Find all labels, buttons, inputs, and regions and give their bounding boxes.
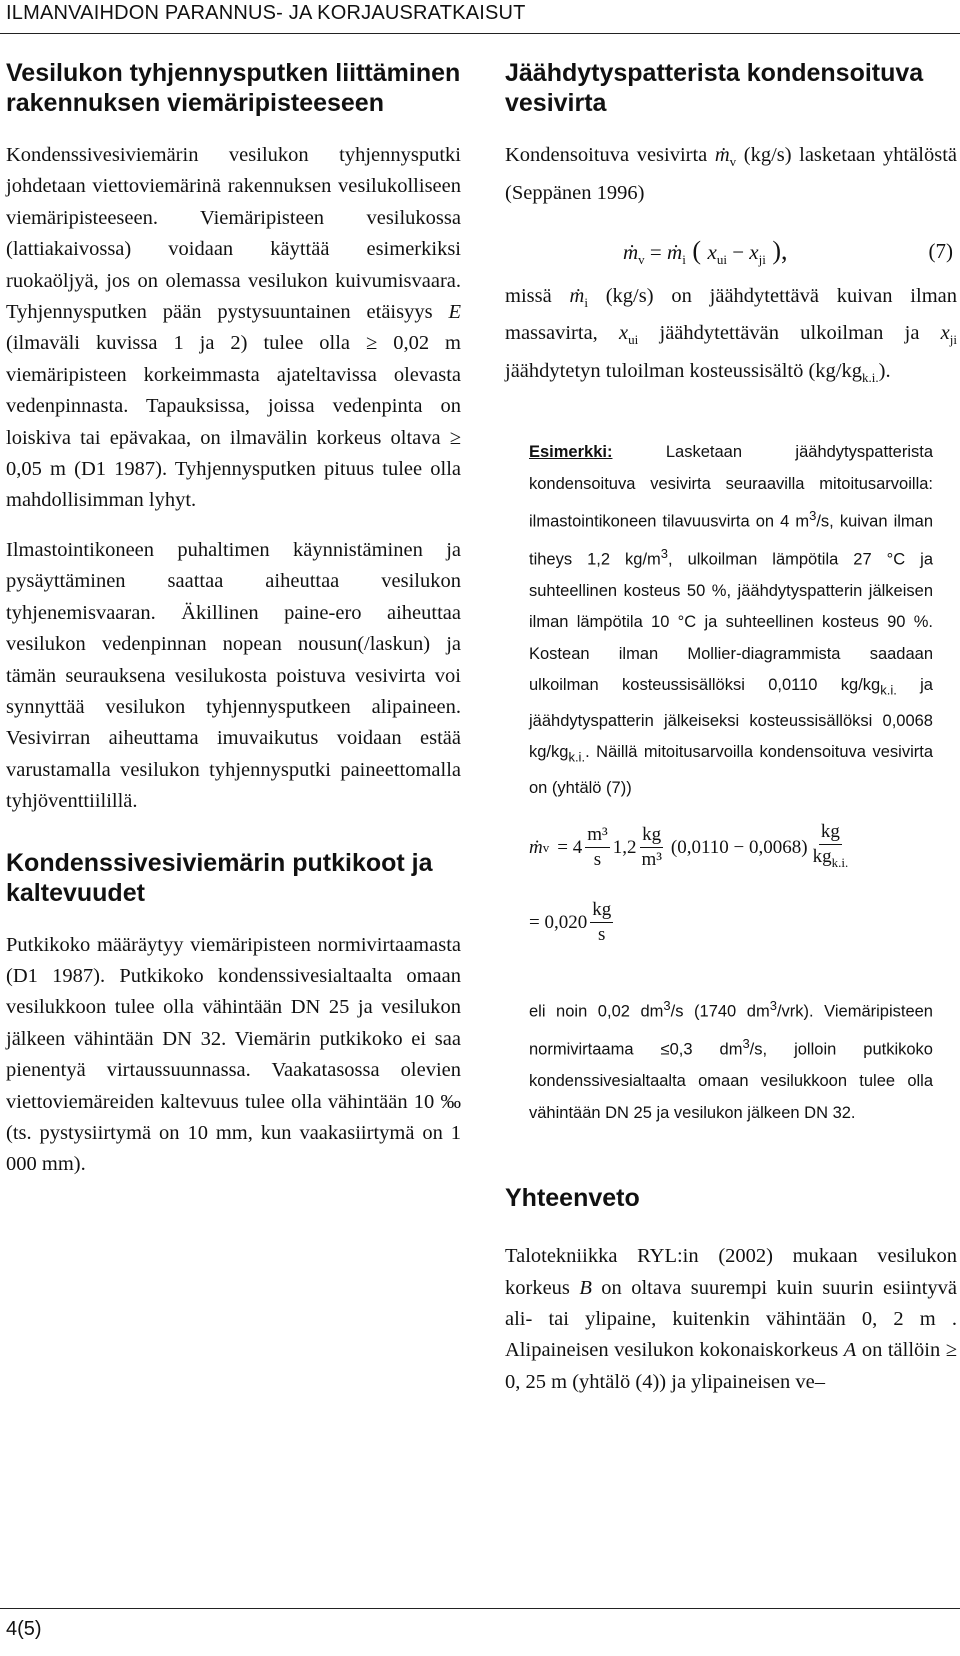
paragraph-summary: Talotekniikka RYL:in (2002) mukaan vesilukon korkeus B on oltava suurempi kuin suurin esiintyvä ali- tai ylipaine, kuitenkin vähintään 0, 2 m . Alipaineisen vesilukon kokonaiskorkeus A on tällöin ≥ 0, 25 m (yhtälö (4)) ja ylipaineisen ve– bbox=[505, 1245, 957, 1393]
example-conclusion: eli noin 0,02 $dm^3/s$ (1740 $dm^3/vrk$). Viemäripisteen normivirtaama ≤0,3 $dm^3/s$, jolloin putkikoko kondenssivesialtaalta omaan vesilukkoon tulee olla vähintään DN 25 ja vesilukon jälkeen DN 32. bbox=[529, 998, 933, 1122]
paragraph-condensate-where: missä ṁ$_i$ (kg/s) on jäähdytettävä kuivan ilman massavirta, $x_{ui}$ jäähdytettävän ulkoilman ja $x_{ji}$ jäähdytetyn tuloilman kosteussisältö $(kg/kg_{k.i.})$. bbox=[505, 284, 957, 385]
footer-rule bbox=[0, 1608, 960, 1609]
right-column bbox=[505, 58, 957, 1398]
section-title-drain-connection: Vesilukon tyhjennysputken liittäminen rakennuksen viemäripisteeseen bbox=[6, 59, 461, 117]
example-calculation: ṁ v = 4 $\frac{\text{m³}}{s}$ 1,2 $\frac{kg}{\text{m³}}$ (0,0110 − 0,0068) $\frac{kg}{kg_{k.i.}}$ = 0,020 $\frac{kg}{s}$ bbox=[529, 821, 849, 946]
example-text: Esimerkki: Lasketaan jäähdytyspatterista kondensoituva vesivirta seuraavilla mitoitusarvoilla: ilmastointikoneen tilavuusvirta on 4 $m^3/s$, kuivan ilman tiheys 1,2 $kg/m^3$, ulkoilman lämpötila 27 °C ja suhteellinen kosteus 50 %, jäähdytyspatterin jälkeisen ilman lämpötila 10 °C ja suhteellinen kosteus 90 %. Kostean ilman Mollier-diagrammista saadaan ulkoilman kosteussisällöksi 0,0110 $kg/kg_{k.i.}$ ja jäähdytyspatterin jälkeiseksi kosteussisällöksi 0,0068 $kg/kg_{k.i.}$. Näillä mitoitusarvoilla kondensoituva vesivirta on (yhtälö (7)) bbox=[529, 443, 933, 798]
paragraph-pipe-sizes: Putkikoko määräytyy viemäripisteen normivirtaamasta (D1 1987). Putkikoko kondenssivesialtaalta omaan vesilukkoon tulee olla vähintään DN 25 ja vesilukon jälkeen vähintään DN 32. Viemärin putkikoko ei saa pienentyä virtaussuunnassa. Vaakatasossa olevien viettoviemäreiden kaltevuus tulee olla vähintään 10 ‰ (ts. pystysiirtymä on 10 mm, kun vaakasiirtymä on 1 000 mm). bbox=[6, 933, 461, 1176]
page-number: 4(5) bbox=[6, 1618, 42, 1640]
example-box bbox=[505, 437, 957, 1129]
paragraph-drain-connection-2: Ilmastointikoneen puhaltimen käynnistäminen ja pysäyttäminen saattaa aiheuttaa vesilukon tyhjenemisvaaran. Äkillinen paine-ero aiheuttaa vesilukon vedenpinnan nopean nousun(/laskun) ja tämän seurauksena vesilukosta poistuva vesivirta voi synnyttää vesilukon tyhjennysputkeen alipaineen. Vesivirran aiheuttama imuvaikutus voidaan estää varustamalla vesilukon tyhjennysputki paineettomalla tyhjöventtiilillä. bbox=[6, 538, 461, 813]
section-title-summary: Yhteenveto bbox=[505, 1184, 640, 1213]
paragraph-condensate-intro: Kondensoituva vesivirta ṁ$_v$ (kg/s) lasketaan yhtälöstä (Seppänen 1996) bbox=[505, 144, 957, 204]
equation-7: ṁ$_v$ = ṁ$_i$ ( $x_{ui} - x_{ji}$ ), (7) bbox=[505, 231, 957, 271]
equation-number: (7) bbox=[928, 238, 953, 263]
section-title-pipe-sizes: Kondenssivesiviemärin putkikoot ja kaltevuudet bbox=[6, 848, 433, 907]
paragraph-drain-connection-1: Kondenssivesiviemärin vesilukon tyhjennysputki johdetaan viettoviemärinä rakennuksen vesilukolliseen viemäripisteeseen. Viemäripisteen vesilukossa (lattiakaivossa) voidaan käyttää esimerkiksi ruokaöljyä, jos on olemassa vesilukon kuivumisvaara. Tyhjennysputken pään pystysuuntainen etäisyys E (ilmaväli kuvissa 1 ja 2) tulee olla ≥ 0,02 m viemäripisteen korkeimmasta ajateltavissa olevasta vedenpinnasta. Tapauksissa, joissa vedenpinta on loiskiva tai epävakaa, on ilmavälin korkeus oltava ≥ 0,05 m (D1 1987). Tyhjennysputken pituus tulee olla mahdollisimman lyhyt. bbox=[6, 144, 461, 512]
header-rule bbox=[0, 33, 960, 34]
example-label: Esimerkki: bbox=[529, 443, 613, 462]
running-head: ILMANVAIHDON PARANNUS- JA KORJAUSRATKAISUT bbox=[6, 2, 526, 24]
left-column bbox=[6, 58, 461, 1181]
section-title-condensate-flow: Jäähdytyspatterista kondensoituva vesivirta bbox=[505, 59, 924, 117]
